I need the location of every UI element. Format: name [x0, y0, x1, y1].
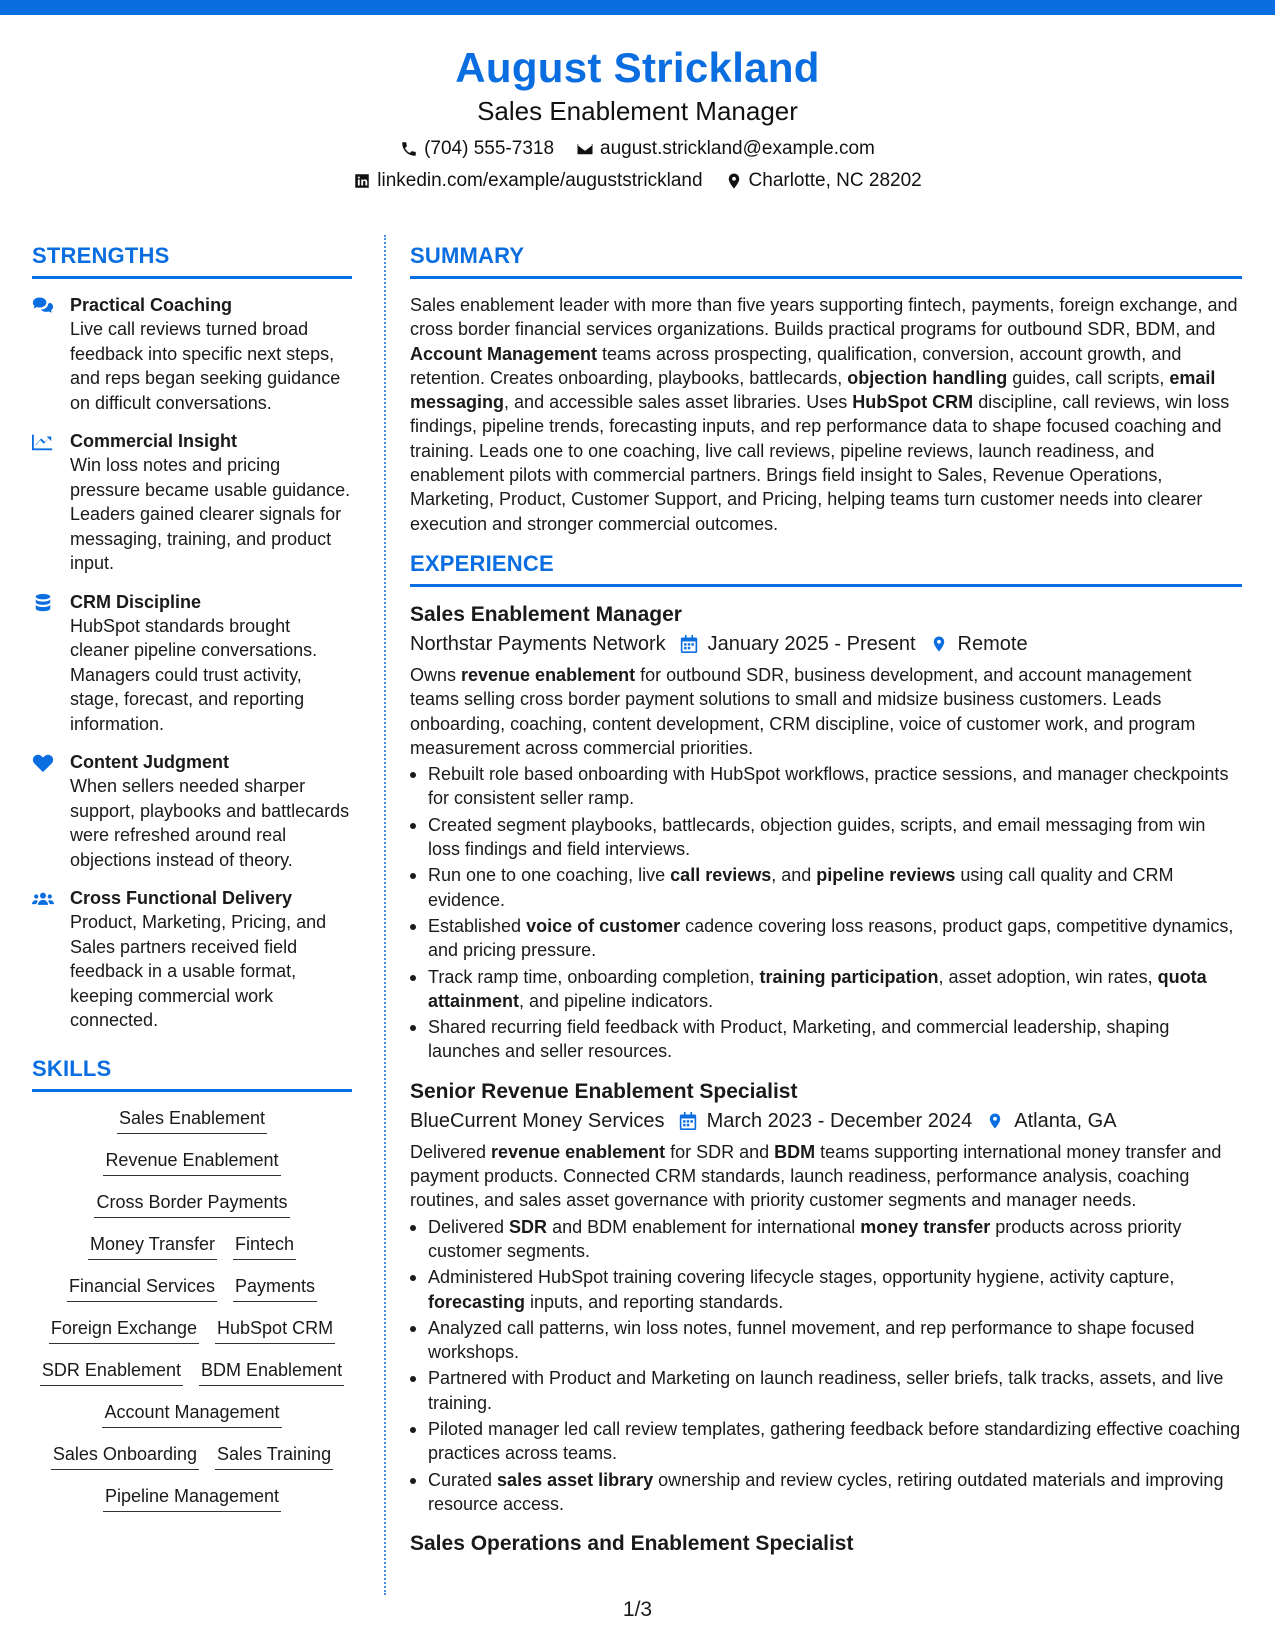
job-title: Sales Operations and Enablement Specialist	[410, 1532, 854, 1556]
strength-item	[32, 886, 352, 1033]
phone-item	[400, 136, 554, 162]
job-title: Sales Enablement Manager	[410, 602, 682, 626]
company-name: Northstar Payments Network	[410, 632, 666, 655]
skill-tag: Fintech	[233, 1232, 296, 1260]
linkedin-item[interactable]	[353, 168, 702, 194]
bullet-item: Rebuilt role based onboarding with HubSpot workflows, practice sessions, and manager checkpoints for consistent seller ramp.	[410, 762, 1242, 811]
job-location: Remote	[957, 632, 1028, 655]
contact-row-1	[0, 136, 1275, 162]
phone-text: (704) 555-7318	[424, 138, 555, 159]
resume-header	[0, 42, 1275, 194]
chart-line-icon	[32, 432, 54, 452]
strength-desc: Live call reviews turned broad feedback into specific next steps, and reps began seeking guidance on difficult conversations.	[70, 319, 341, 413]
strength-desc: When sellers needed sharper support, playbooks and battlecards were refreshed around real objections instead of theory.	[70, 776, 350, 870]
bullet-item: Shared recurring field feedback with Product, Marketing, and commercial leadership, shaping launches and seller resources.	[410, 1015, 1242, 1064]
strength-item	[32, 590, 352, 737]
linkedin-text[interactable]: linkedin.com/example/auguststrickland	[377, 170, 703, 191]
calendar-icon	[680, 635, 698, 653]
contact-row-2	[0, 168, 1275, 194]
strength-title: CRM Discipline	[70, 591, 202, 612]
job-meta	[410, 629, 1242, 659]
job-dates: March 2023 - December 2024	[706, 1109, 973, 1132]
candidate-name: August Strickland	[455, 44, 820, 91]
strength-title: Content Judgment	[70, 752, 229, 772]
strength-title: Commercial Insight	[70, 431, 238, 451]
job-description: Owns revenue enablement for outbound SDR, business development, and account management teams selling cross border payment solutions to small and midsize business customers. Leads onboarding, coaching, content development, CRM discipline, voice of customer work, and program measurement across commercial priorities.	[410, 664, 1196, 758]
strength-item	[32, 429, 352, 576]
skill-tag: Money Transfer	[88, 1232, 217, 1260]
calendar-icon	[679, 1112, 697, 1130]
phone-icon	[400, 140, 418, 158]
job-dates: January 2025 - Present	[707, 632, 916, 655]
skill-tag: Financial Services	[67, 1274, 217, 1302]
skill-row	[32, 1316, 352, 1344]
job-description: Delivered revenue enablement for SDR and BDM teams supporting international money transfer and payment products. Connected CRM standards, launch readiness, performance analysis, coaching routines, and sales asset governance with priority customer segments and manager needs.	[410, 1141, 1222, 1211]
bullet-item: Partnered with Product and Marketing on launch readiness, seller briefs, talk tracks, assets, and live training.	[410, 1366, 1242, 1415]
skill-row	[32, 1148, 352, 1176]
summary-heading: SUMMARY	[410, 240, 1242, 279]
skill-tag: Account Management	[102, 1400, 281, 1428]
left-column	[32, 240, 352, 1526]
email-item[interactable]	[576, 136, 875, 162]
right-column	[410, 240, 1242, 1558]
job-bullets	[410, 1215, 1242, 1517]
map-pin-icon	[725, 172, 743, 190]
job-meta	[410, 1106, 1242, 1136]
bullet-item: Created segment playbooks, battlecards, objection guides, scripts, and email messaging from win loss findings and field interviews.	[410, 813, 1242, 862]
company-name: BlueCurrent Money Services	[410, 1109, 665, 1132]
strength-title: Cross Functional Delivery	[70, 888, 293, 908]
bullet-item: Run one to one coaching, live call reviews, and pipeline reviews using call quality and CRM evidence.	[410, 863, 1242, 912]
skills-list	[32, 1106, 352, 1512]
bullet-item: Administered HubSpot training covering lifecycle stages, opportunity hygiene, activity capture, forecasting inputs, and reporting standards.	[410, 1265, 1242, 1314]
jobs-list	[410, 601, 1242, 1516]
skill-row	[32, 1232, 352, 1260]
map-pin-icon	[986, 1112, 1004, 1130]
skill-row	[32, 1106, 352, 1134]
top-accent-bar	[0, 0, 1275, 15]
bullet-item: Track ramp time, onboarding completion, training participation, asset adoption, win rates, quota attainment, and pipeline indicators.	[410, 965, 1242, 1014]
bullet-item: Delivered SDR and BDM enablement for international money transfer products across priority customer segments.	[410, 1215, 1242, 1264]
skill-tag: BDM Enablement	[199, 1358, 344, 1386]
bullet-item: Piloted manager led call review templates, gathering feedback before standardizing effective coaching practices across teams.	[410, 1417, 1242, 1466]
skill-tag: HubSpot CRM	[215, 1316, 335, 1344]
page-number: 1/3	[622, 1598, 653, 1621]
skill-tag: Pipeline Management	[103, 1484, 281, 1512]
bullet-item: Analyzed call patterns, win loss notes, funnel movement, and rep performance to shape focused workshops.	[410, 1316, 1242, 1365]
map-pin-icon	[930, 635, 948, 653]
strength-desc: HubSpot standards brought cleaner pipeline conversations. Managers could trust activity, stage, forecast, and reporting information.	[70, 615, 318, 734]
job-bullets	[410, 762, 1242, 1064]
skill-tag: SDR Enablement	[40, 1358, 183, 1386]
bullet-item: Established voice of customer cadence covering loss reasons, product gaps, competitive dynamics, and pricing pressure.	[410, 914, 1242, 963]
comments-icon	[32, 296, 54, 316]
candidate-title: Sales Enablement Manager	[477, 96, 798, 126]
skill-row	[32, 1400, 352, 1428]
strength-desc: Win loss notes and pricing pressure became usable guidance. Leaders gained clearer signals for messaging, training, and product input.	[70, 455, 351, 573]
skill-tag: Cross Border Payments	[94, 1190, 289, 1218]
job-entry	[410, 1078, 1242, 1516]
database-icon	[32, 593, 54, 613]
job-location: Atlanta, GA	[1014, 1109, 1117, 1132]
skill-tag: Revenue Enablement	[103, 1148, 280, 1176]
skills-section	[32, 1053, 352, 1512]
skill-row	[32, 1274, 352, 1302]
skill-tag: Payments	[233, 1274, 317, 1302]
strength-title: Practical Coaching	[70, 295, 233, 315]
linkedin-icon	[353, 172, 371, 190]
location-text: Charlotte, NC 28202	[748, 170, 922, 191]
strengths-heading: STRENGTHS	[32, 240, 352, 279]
skill-tag: Sales Enablement	[117, 1106, 267, 1134]
skill-row	[32, 1190, 352, 1218]
envelope-icon	[576, 140, 594, 158]
skill-tag: Sales Training	[215, 1442, 333, 1470]
skill-row	[32, 1358, 352, 1386]
skills-heading: SKILLS	[32, 1053, 352, 1092]
skill-tag: Foreign Exchange	[49, 1316, 199, 1344]
experience-section	[410, 548, 1242, 1558]
column-divider	[384, 235, 386, 1595]
strength-item	[32, 750, 352, 872]
strength-item	[32, 293, 352, 415]
skill-row	[32, 1442, 352, 1470]
skill-row	[32, 1484, 352, 1512]
job-title: Senior Revenue Enablement Specialist	[410, 1079, 798, 1103]
location-item	[725, 168, 922, 194]
experience-heading: EXPERIENCE	[410, 548, 1242, 587]
summary-text: Sales enablement leader with more than five years supporting fintech, payments, foreign exchange, and cross border financial services organizations. Builds practical programs for outbound SDR, BDM, and Account Management teams across prospecting, qualification, conversion, account growth, and retention. Creates onboarding, playbooks, battlecards, objection handling guides, call scripts, email messaging, and accessible sales asset libraries. Uses HubSpot CRM discipline, call reviews, win loss findings, pipeline trends, forecasting inputs, and rep performance data to shape focused coaching and training. Leads one to one coaching, live call reviews, pipeline reviews, launch readiness, and enablement pilots with commercial partners. Brings field insight to Sales, Revenue Operations, Marketing, Product, Customer Support, and Pricing, helping teams turn customer needs into clearer execution and stronger commercial outcomes.	[410, 295, 1238, 534]
email-text[interactable]: august.strickland@example.com	[600, 138, 875, 159]
job-entry	[410, 601, 1242, 1064]
users-icon	[32, 889, 54, 909]
heart-icon	[32, 753, 54, 773]
strength-desc: Product, Marketing, Pricing, and Sales partners received field feedback in a usable format, keeping commercial work connected.	[70, 912, 327, 1030]
bullet-item: Curated sales asset library ownership and review cycles, retiring outdated materials and improving resource access.	[410, 1468, 1242, 1517]
skill-tag: Sales Onboarding	[51, 1442, 199, 1470]
